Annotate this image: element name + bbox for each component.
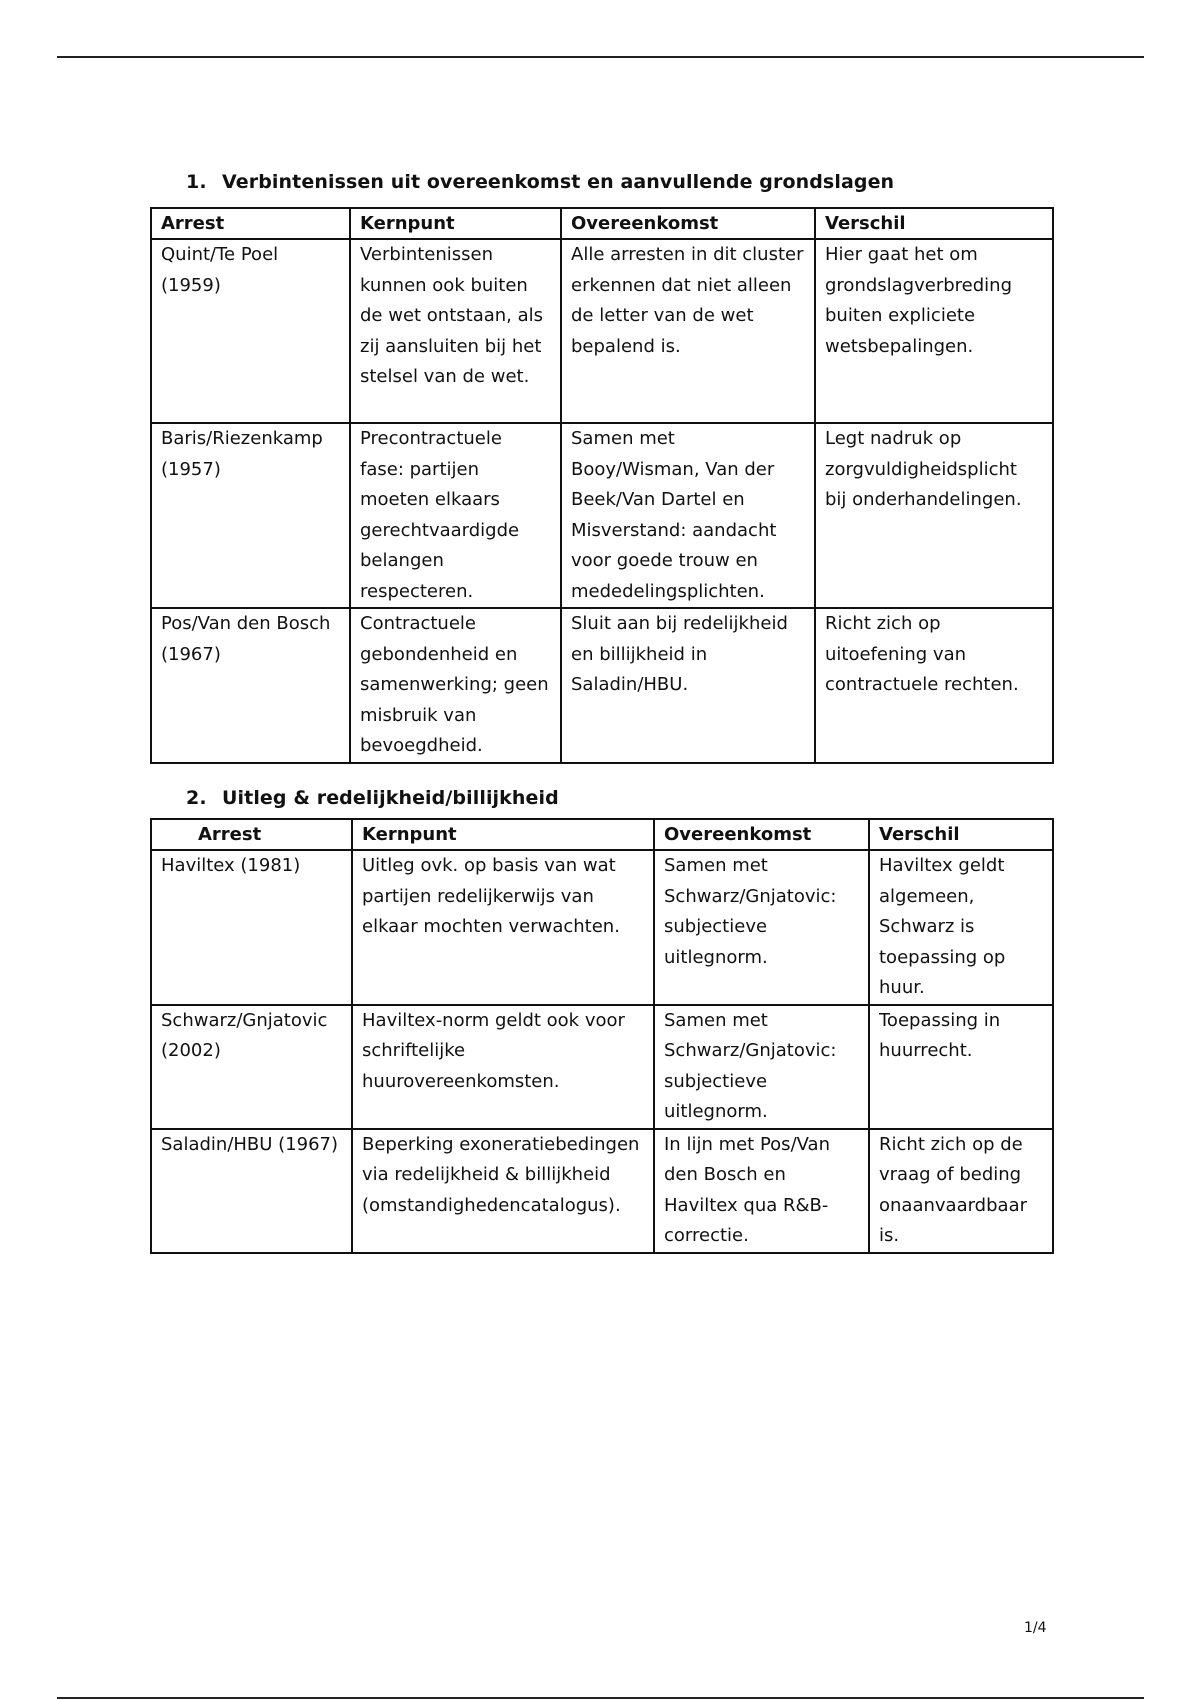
cell-overeenkomst: Alle arresten in dit cluster erkennen dat niet alleen de letter van de wet bepalend is. <box>561 239 815 423</box>
table-row <box>151 850 1053 1005</box>
table-row <box>151 423 1053 608</box>
cell-arrest: Haviltex (1981) <box>151 850 352 1005</box>
cell-verschil: Legt nadruk op zorgvuldigheidsplicht bij onderhandelingen. <box>815 423 1053 608</box>
cell-arrest: Saladin/HBU (1967) <box>151 1129 352 1253</box>
section-2-title: Uitleg & redelijkheid/billijkheid <box>222 787 559 809</box>
cell-verschil: Richt zich op uitoefening van contractuele rechten. <box>815 608 1053 763</box>
bottom-rule <box>57 1697 1144 1699</box>
cell-overeenkomst: In lijn met Pos/Van den Bosch en Haviltex qua R&B-correctie. <box>654 1129 869 1253</box>
section-2-heading <box>186 787 559 809</box>
table-header-row <box>151 208 1053 239</box>
cell-kernpunt: Precontractuele fase: partijen moeten elkaars gerechtvaardigde belangen respecteren. <box>350 423 561 608</box>
cell-arrest: Schwarz/Gnjatovic (2002) <box>151 1005 352 1129</box>
cell-arrest: Pos/Van den Bosch (1967) <box>151 608 350 763</box>
table-row <box>151 1129 1053 1253</box>
cell-overeenkomst: Samen met Booy/Wisman, Van der Beek/Van Dartel en Misverstand: aandacht voor goede trouw en mededelingsplichten. <box>561 423 815 608</box>
table-row <box>151 608 1053 763</box>
cell-kernpunt: Verbintenissen kunnen ook buiten de wet ontstaan, als zij aansluiten bij het stelsel van de wet. <box>350 239 561 423</box>
header-overeenkomst: Overeenkomst <box>561 208 815 239</box>
cell-verschil: Haviltex geldt algemeen, Schwarz is toepassing op huur. <box>869 850 1053 1005</box>
header-arrest: Arrest <box>151 819 352 850</box>
table-header-row <box>151 819 1053 850</box>
section-1-title: Verbintenissen uit overeenkomst en aanvullende grondslagen <box>222 171 895 193</box>
cell-kernpunt: Beperking exoneratiebedingen via redelijkheid & billijkheid (omstandighedencatalogus). <box>352 1129 654 1253</box>
cell-verschil: Toepassing in huurrecht. <box>869 1005 1053 1129</box>
cell-arrest: Quint/Te Poel (1959) <box>151 239 350 423</box>
table-uitleg <box>150 818 1054 1254</box>
cell-kernpunt: Uitleg ovk. op basis van wat partijen redelijkerwijs van elkaar mochten verwachten. <box>352 850 654 1005</box>
section-1-heading <box>186 171 894 193</box>
section-2-number: 2. <box>186 787 207 809</box>
section-1-number: 1. <box>186 171 207 193</box>
table-verbintenissen <box>150 207 1054 764</box>
cell-kernpunt: Haviltex-norm geldt ook voor schriftelijke huurovereenkomsten. <box>352 1005 654 1129</box>
header-verschil: Verschil <box>869 819 1053 850</box>
top-rule <box>57 56 1144 58</box>
table-row <box>151 1005 1053 1129</box>
header-arrest: Arrest <box>151 208 350 239</box>
header-kernpunt: Kernpunt <box>352 819 654 850</box>
page-number: 1/4 <box>1024 1620 1047 1636</box>
header-kernpunt: Kernpunt <box>350 208 561 239</box>
cell-verschil: Richt zich op de vraag of beding onaanvaardbaar is. <box>869 1129 1053 1253</box>
cell-kernpunt: Contractuele gebondenheid en samenwerking; geen misbruik van bevoegdheid. <box>350 608 561 763</box>
cell-arrest: Baris/Riezenkamp (1957) <box>151 423 350 608</box>
cell-overeenkomst: Samen met Schwarz/Gnjatovic: subjectieve uitlegnorm. <box>654 1005 869 1129</box>
table-row <box>151 239 1053 423</box>
cell-overeenkomst: Samen met Schwarz/Gnjatovic: subjectieve uitlegnorm. <box>654 850 869 1005</box>
cell-overeenkomst: Sluit aan bij redelijkheid en billijkheid in Saladin/HBU. <box>561 608 815 763</box>
header-overeenkomst: Overeenkomst <box>654 819 869 850</box>
header-verschil: Verschil <box>815 208 1053 239</box>
cell-verschil: Hier gaat het om grondslagverbreding buiten expliciete wetsbepalingen. <box>815 239 1053 423</box>
